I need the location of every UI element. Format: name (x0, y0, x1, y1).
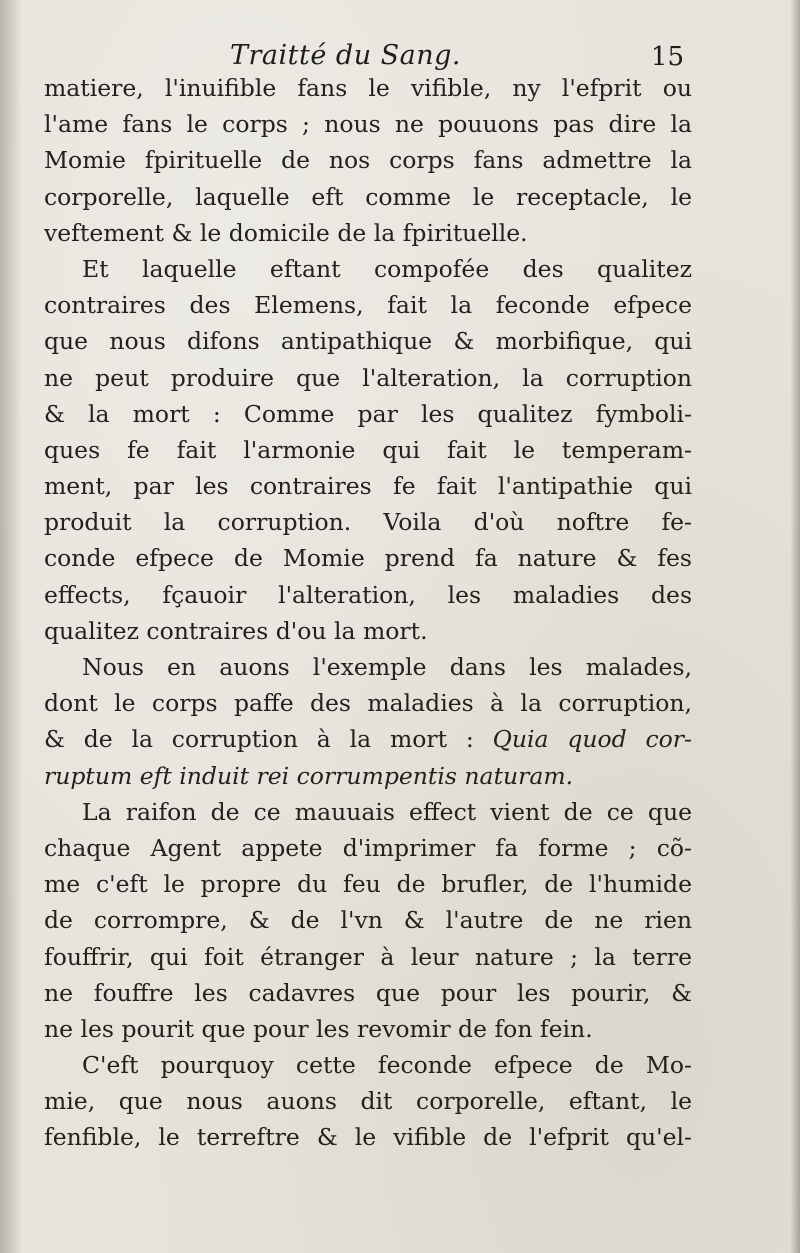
text-line: C'eft pourquoy cette feconde efpece de Mo- (82, 1051, 692, 1080)
text-line: veftement & le domicile de la fpirituelle. (44, 218, 528, 247)
latin-quote-start: Quia quod cor- (492, 725, 692, 754)
text-line: matiere, l'inuifible fans le vifible, ny l'efprit ou (44, 74, 692, 102)
text-line: Momie fpirituelle de nos corps fans admettre la (44, 146, 692, 175)
text-line: ment, par les contraires fe fait l'antipathie qui (44, 472, 692, 501)
text-line: corporelle, laquelle eft comme le receptacle, le (44, 182, 692, 211)
text-line: l'ame fans le corps ; nous ne pouuons pas dire la (44, 110, 692, 139)
text-line: fenfible, le terreftre & le vifible de l'efprit qu'el- (44, 1123, 692, 1152)
text-line: mie, que nous auons dit corporelle, eftant, le (44, 1087, 692, 1116)
text-line: me c'eft le propre du feu de brufler, de l'humide (44, 870, 692, 899)
text-line: produit la corruption. Voila d'où noftre fe- (44, 508, 692, 537)
text-line: dont le corps paffe des maladies à la corruption, (44, 689, 692, 718)
text-line: Nous en auons l'exemple dans les malades, (82, 653, 692, 681)
latin-quote-line: ruptum eft induit rei corrumpentis naturam. (44, 761, 574, 790)
text-line: ne peut produire que l'alteration, la corruption (44, 363, 692, 392)
text-line-with-quote (44, 721, 692, 757)
text-segment: & de la corruption à la mort : (44, 725, 474, 754)
page-number: 15 (650, 42, 684, 72)
text-line: & la mort : Comme par les qualitez fymboli- (44, 399, 692, 428)
text-line: contraires des Elemens, fait la feconde efpece (44, 291, 692, 320)
text-line: Et laquelle eftant compofée des qualitez (82, 254, 692, 283)
page-gutter-shadow (0, 0, 22, 1253)
body-text (44, 70, 692, 1156)
text-line: conde efpece de Momie prend fa nature & fes (44, 544, 692, 573)
text-line: que nous difons antipathique & morbifique, qui (44, 327, 692, 356)
text-line: ne fouffre les cadavres que pour les pourir, & (44, 978, 692, 1007)
text-line: fouffrir, qui foit étranger à leur nature ; la terre (44, 942, 692, 971)
running-title: Traitté du Sang. (230, 40, 462, 71)
text-line: chaque Agent appete d'imprimer fa forme ; cõ- (44, 833, 692, 862)
text-line: ne les pourit que pour les revomir de fon fein. (44, 1014, 593, 1043)
page-edge-shadow (790, 0, 800, 1253)
text-line: La raifon de ce mauuais effect vient de ce que (82, 797, 692, 826)
text-line: effects, fçauoir l'alteration, les maladies des (44, 580, 692, 609)
text-line: ques fe fait l'armonie qui fait le temperam- (44, 435, 692, 464)
text-line: qualitez contraires d'ou la mort. (44, 616, 428, 645)
text-line: de corrompre, & de l'vn & l'autre de ne rien (44, 906, 692, 935)
